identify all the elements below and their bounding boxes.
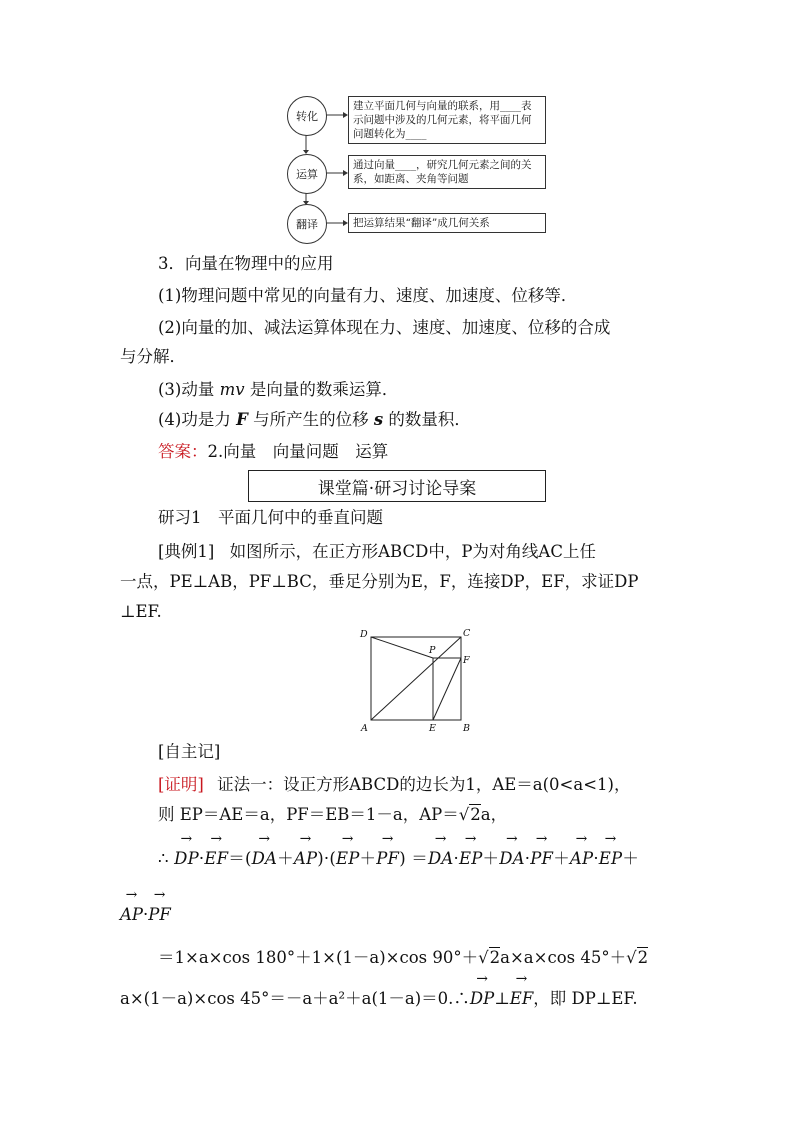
example-line-2: 一点，PE⊥AB，PF⊥BC，垂足分别为E，F，连接DP，EF，求证DP (120, 572, 639, 591)
point-label-c: C (463, 628, 471, 639)
example-line-3: ⊥EF. (120, 602, 162, 621)
example-line-1: [典例1] 如图所示，在正方形ABCD中，P为对角线AC上任 (158, 542, 596, 561)
vector-pf: → PF (376, 847, 399, 871)
point-label-a: A (361, 723, 368, 734)
vector-ef: → EF (204, 847, 228, 871)
point-label-e: E (429, 723, 436, 734)
vector-ap: → AP (294, 847, 317, 871)
section-3-item-1: (1)物理问题中常见的向量有力、速度、加速度、位移等． (158, 286, 578, 305)
section-3-item-2a: (2)向量的加、减法运算体现在力、速度、加速度、位移的合成 (158, 318, 611, 337)
answer-line (158, 440, 388, 464)
flowchart-text-transform: 建立平面几何与向量的联系，用____表示问题中涉及的几何元素，将平面几何问题转化为____ (348, 96, 546, 144)
proof-vector-equation: ∴ → DP·→ EF＝(→ DA＋→ AP)·(→ EP＋→ PF) ＝→ DA·→ EP＋→ DA·→ PF＋→ AP·→ EP＋ (158, 847, 639, 871)
point-label-b: B (463, 723, 470, 734)
section-3-title: 3．向量在物理中的应用 (158, 254, 334, 273)
vector-da: → DA (252, 847, 278, 871)
square-figure (355, 625, 480, 737)
example-label: [典例1] (158, 542, 215, 561)
notes-label: [自主记] (158, 742, 221, 761)
displacement-variable: s (373, 410, 384, 429)
answer-label: 答案： (158, 442, 208, 461)
point-label-p: P (429, 645, 436, 656)
flowchart-text-translate: 把运算结果“翻译”成几何关系 (348, 213, 546, 233)
momentum-variable: mv (219, 380, 245, 399)
proof-line-4a: ＝1×a×cos 180°＋1×(1－a)×cos 90°＋√2a×a×cos 45°＋√2 (158, 948, 649, 967)
flowchart-step-translate: 翻译 (287, 204, 327, 244)
proof-vector-equation-cont: → AP·→ PF (120, 903, 171, 927)
proof-line-2: 则 EP＝AE＝a，PF＝EB＝1－a，AP＝√2a， (158, 805, 508, 824)
section-3-item-4: (4)功是力 F 与所产生的位移 s 的数量积． (158, 410, 471, 429)
point-label-d: D (360, 629, 368, 640)
point-label-f: F (463, 655, 470, 666)
section-banner: 课堂篇·研习讨论导案 (248, 470, 546, 502)
flowchart-text-compute: 通过向量____，研究几何元素之间的关系，如距离、夹角等问题 (348, 155, 546, 189)
proof-line-1: [证明] 证法一：设正方形ABCD的边长为1，AE＝a(0<a<1)， (158, 775, 631, 794)
section-3-item-2b: 与分解． (120, 347, 186, 366)
proof-line-4b: a×(1－a)×cos 45°＝－a＋a²＋a(1－a)＝0.∴→ DP⊥→ EF，即 DP⊥EF. (120, 987, 638, 1011)
answer-text: 2.向量 向量问题 运算 (207, 442, 389, 461)
vector-dp: → DP (174, 847, 199, 871)
section-3-item-3: (3)动量 mv 是向量的数乘运算． (158, 380, 399, 399)
force-variable: F (236, 410, 248, 429)
flowchart (285, 93, 547, 245)
flowchart-step-transform: 转化 (287, 96, 327, 136)
proof-label: [证明] (158, 775, 204, 794)
flowchart-step-compute: 运算 (287, 154, 327, 194)
vector-ep: → EP (336, 847, 360, 871)
study-heading: 研习1 平面几何中的垂直问题 (158, 508, 383, 527)
